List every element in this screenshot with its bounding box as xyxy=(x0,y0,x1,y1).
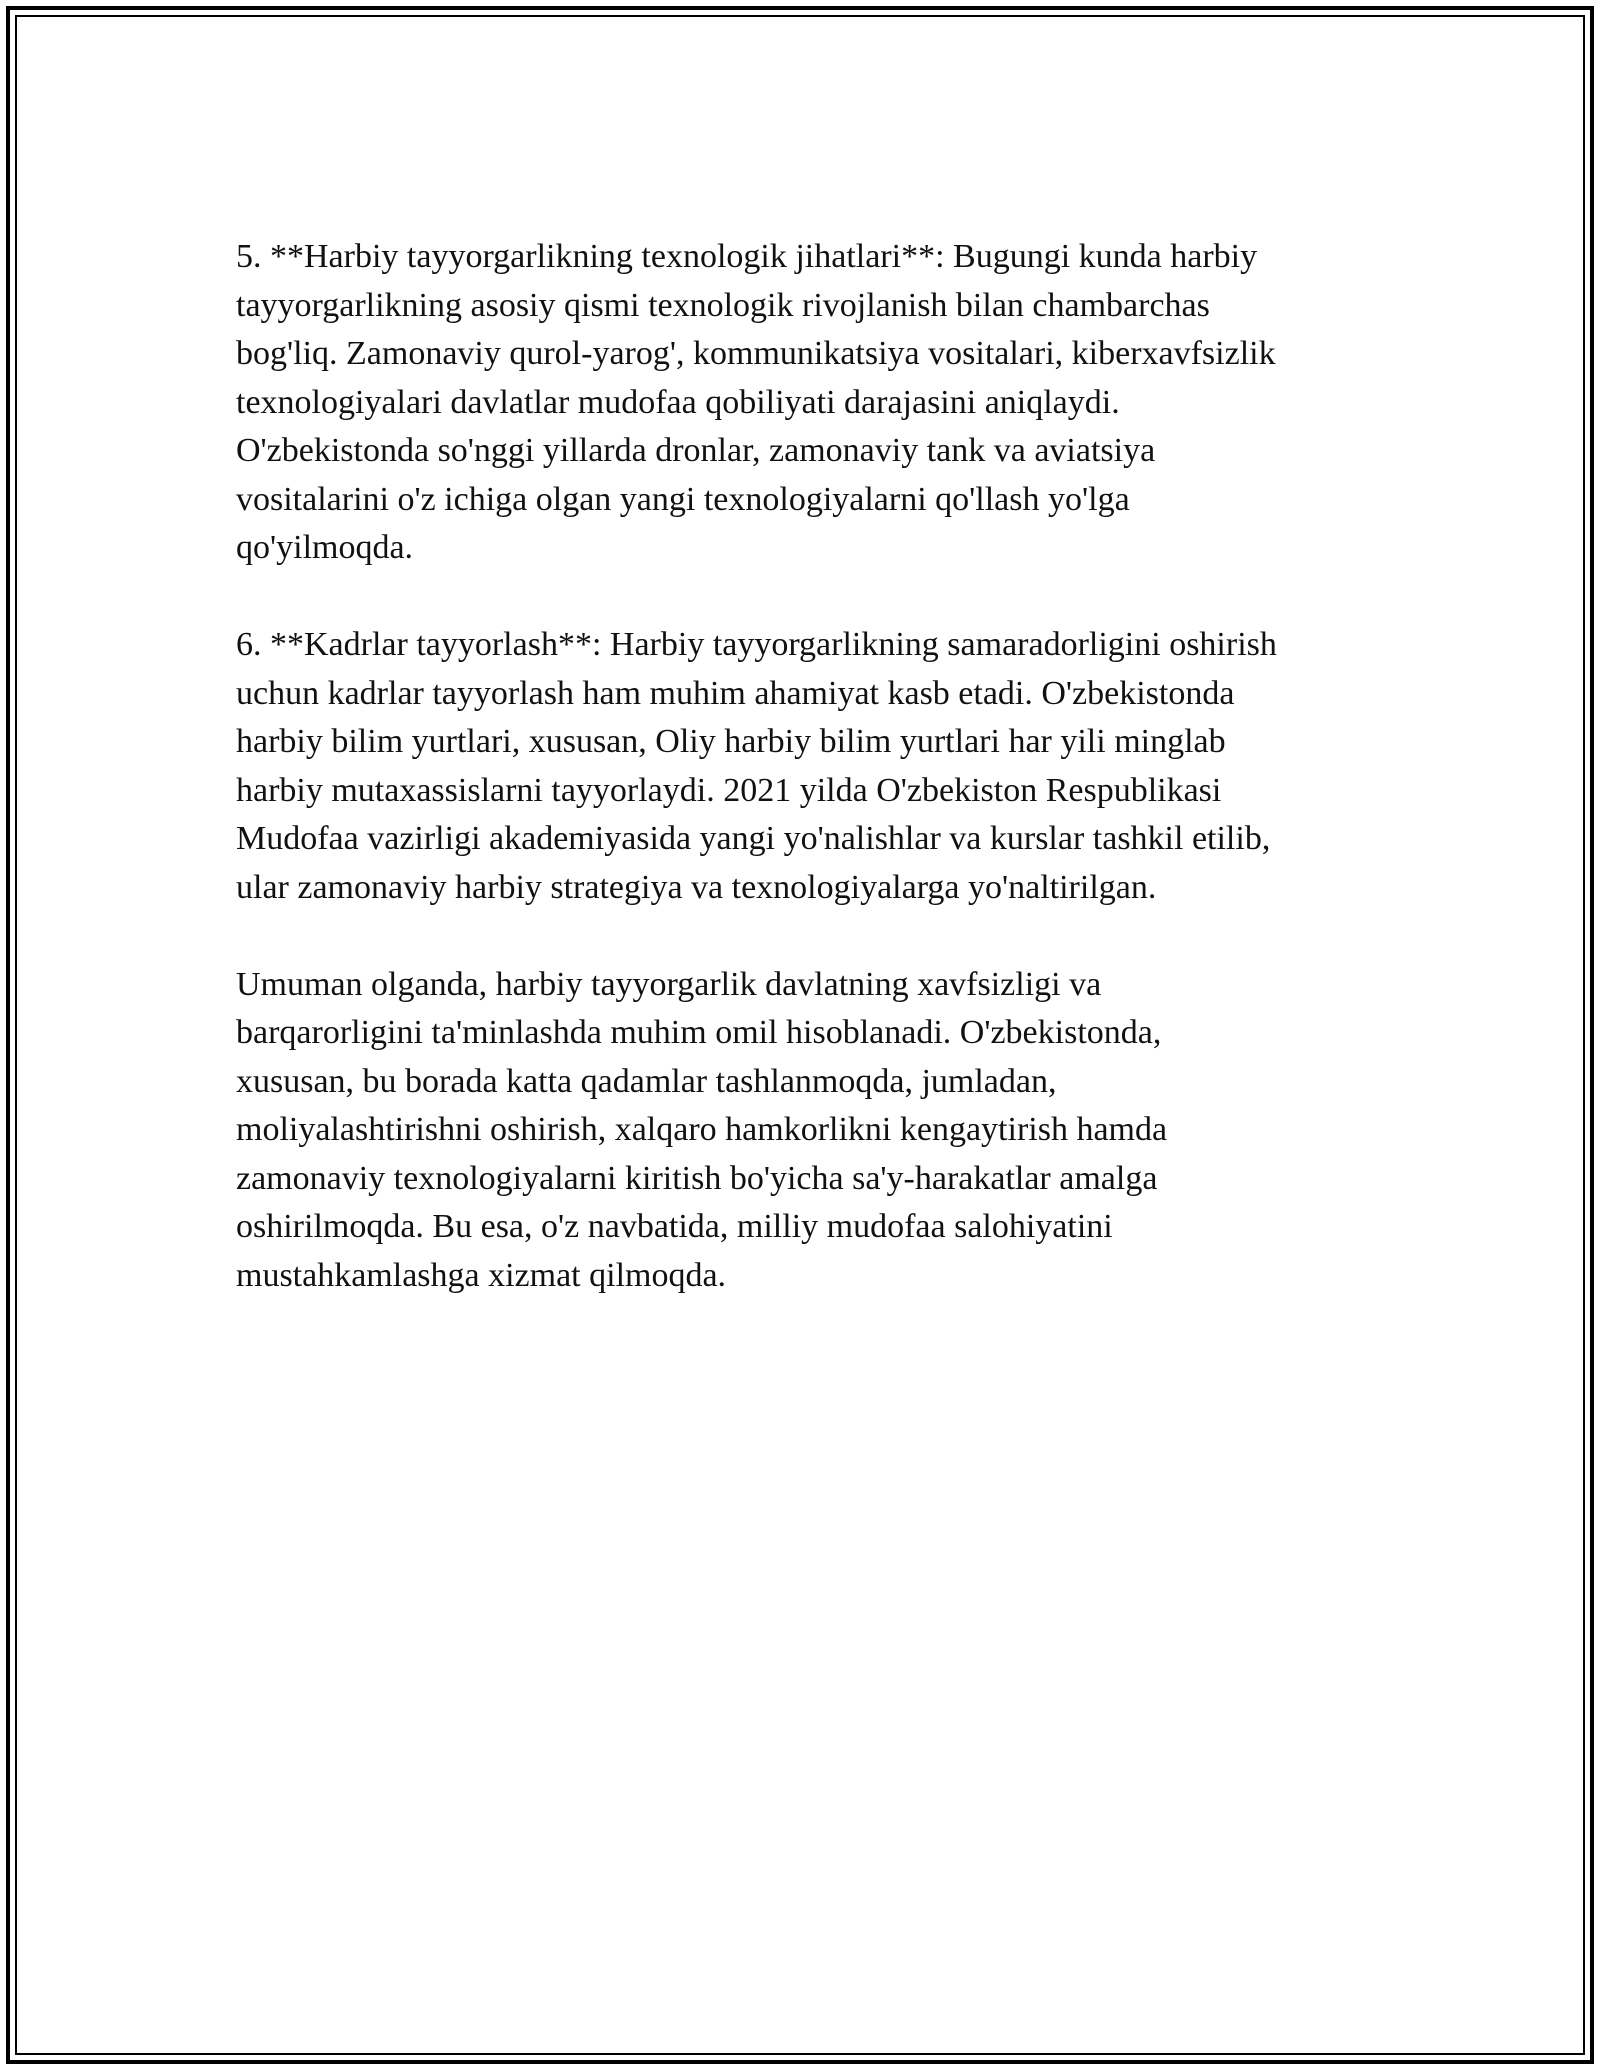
text-line: 5. **Harbiy tayyorgarlikning texnologik jihatlari**: Bugungi kunda harbiy xyxy=(236,238,1258,275)
paragraph-personnel-training xyxy=(236,621,1376,912)
paragraph-military-technology xyxy=(236,233,1376,573)
text-line: ular zamonaviy harbiy strategiya va texnologiyalarga yo'naltirilgan. xyxy=(236,868,1157,906)
text-line: texnologiyalari davlatlar mudofaa qobiliyati darajasini aniqlaydi. xyxy=(236,383,1120,421)
text-line: zamonaviy texnologiyalarni kiritish bo'yicha sa'y-harakatlar amalga xyxy=(236,1159,1158,1197)
text-line: mustahkamlashga xizmat qilmoqda. xyxy=(236,1256,727,1294)
text-line: uchun kadrlar tayyorlash ham muhim ahamiyat kasb etadi. O'zbekistonda xyxy=(236,674,1235,712)
text-line: Mudofaa vazirligi akademiyasida yangi yo'nalishlar va kurslar tashkil etilib, xyxy=(236,820,1271,857)
text-line: Umuman olganda, harbiy tayyorgarlik davlatning xavfsizligi va xyxy=(236,965,1102,1003)
text-line: barqarorligini ta'minlashda muhim omil hisoblanadi. O'zbekistonda, xyxy=(236,1014,1162,1051)
text-line: vositalarini o'z ichiga olgan yangi texnologiyalarni qo'llash yo'lga xyxy=(236,480,1130,518)
text-line: oshirilmoqda. Bu esa, o'z navbatida, milliy mudofaa salohiyatini xyxy=(236,1208,1113,1245)
text-line: harbiy mutaxassislarni tayyorlaydi. 2021 yilda O'zbekiston Respublikasi xyxy=(236,771,1222,809)
text-line: qo'yilmoqda. xyxy=(236,529,414,566)
text-line: tayyorgarlikning asosiy qismi texnologik rivojlanish bilan chambarchas xyxy=(236,286,1210,324)
document-body xyxy=(236,233,1376,1349)
text-line: O'zbekistonda so'nggi yillarda dronlar, zamonaviy tank va aviatsiya xyxy=(236,432,1156,469)
text-line: harbiy bilim yurtlari, xususan, Oliy harbiy bilim yurtlari har yili minglab xyxy=(236,723,1226,760)
text-line: 6. **Kadrlar tayyorlash**: Harbiy tayyorgarlikning samaradorligini oshirish xyxy=(236,626,1277,663)
text-line: moliyalashtirishni oshirish, xalqaro hamkorlikni kengaytirish hamda xyxy=(236,1111,1168,1148)
paragraph-conclusion xyxy=(236,961,1376,1301)
text-line: xususan, bu borada katta qadamlar tashlanmoqda, jumladan, xyxy=(236,1062,1057,1100)
text-line: bog'liq. Zamonaviy qurol-yarog', kommunikatsiya vositalari, kiberxavfsizlik xyxy=(236,335,1276,372)
